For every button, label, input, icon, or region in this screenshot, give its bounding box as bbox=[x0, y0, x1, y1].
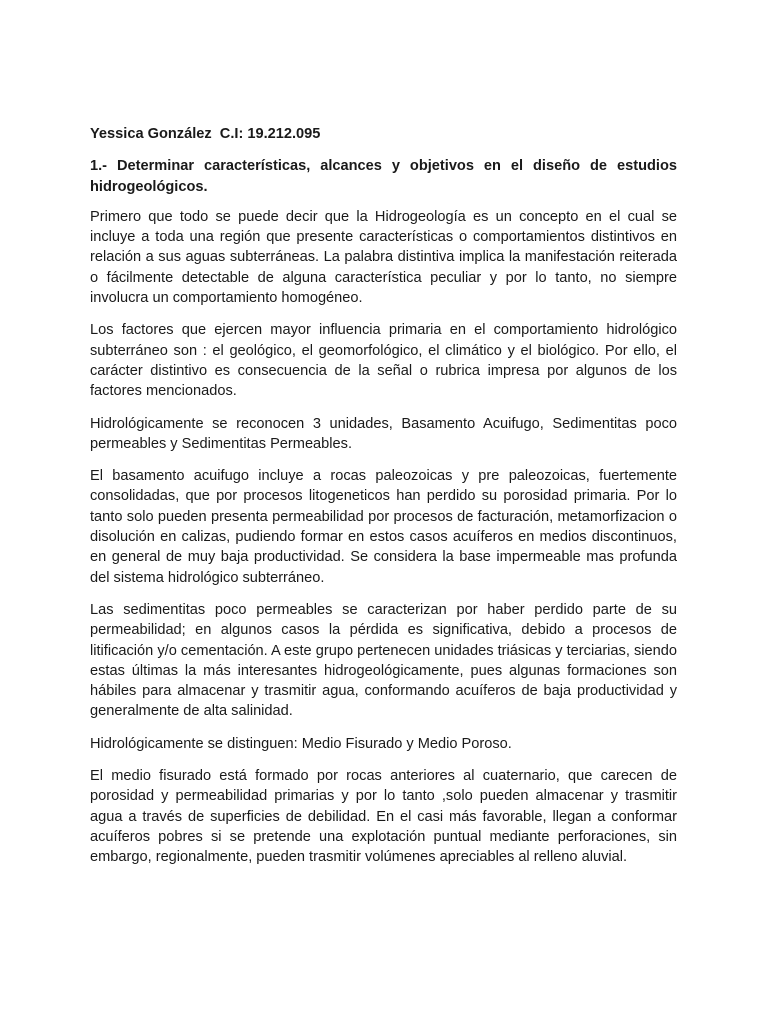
author-line: Yessica González C.I: 19.212.095 bbox=[90, 126, 321, 142]
paragraph-factors: Los factores que ejercen mayor influencia primaria en el comportamiento hidrológico subterráneo son : el geológico, el geomorfológico, el climático y el biológico. Por ello, el carácter distintivo es consecuencia de la señal o rubrica impresa por algunos de los factores mencionados. bbox=[90, 322, 677, 400]
paragraph-media: Hidrológicamente se distinguen: Medio Fisurado y Medio Poroso. bbox=[90, 735, 512, 752]
section-heading: 1.- Determinar características, alcances y objetivos en el diseño de estudios hidrogeológicos. bbox=[90, 158, 677, 195]
document-page bbox=[90, 120, 677, 880]
paragraph-basement: El basamento acuifugo incluye a rocas paleozoicas y pre paleozoicas, fuertemente consolidadas, que por procesos litogeneticos han perdido su porosidad primaria. Por lo tanto solo pueden presenta permeabilidad por procesos de facturación, metamorfizacion o disolución en calizas, pudiendo formar en estos casos acuíferos en medios discontinuos, en general de muy baja productividad. Se considera la base impermeable mas profunda del sistema hidrológico subterráneo. bbox=[90, 468, 677, 586]
paragraph-sedimentitas: Las sedimentitas poco permeables se caracterizan por haber perdido parte de su permeabilidad; en algunos casos la pérdida es significativa, debido a procesos de litificación y/o cementación. A este grupo pertenecen unidades triásicas y terciarias, siendo estas últimas la más interesantes hidrogeológicamente, pues algunas formaciones son hábiles para almacenar y trasmitir agua, conformando acuíferos de baja productividad y generalmente de alta salinidad. bbox=[90, 601, 677, 720]
paragraph-fissured: El medio fisurado está formado por rocas anteriores al cuaternario, que carecen de porosidad y permeabilidad primarias y por lo tanto ,solo pueden almacenar y trasmitir agua a través de superficies de debilidad. En el casi más favorable, llegan a conformar acuíferos pobres si se pretende una explotación puntual mediante perforaciones, sin embargo, regionalmente, pueden trasmitir volúmenes apreciables al relleno aluvial. bbox=[90, 768, 677, 866]
paragraph-units: Hidrológicamente se reconocen 3 unidades, Basamento Acuifugo, Sedimentitas poco permeables y Sedimentitas Permeables. bbox=[90, 415, 677, 452]
paragraph-intro: Primero que todo se puede decir que la Hidrogeología es un concepto en el cual se incluye a toda una región que presente características o comportamientos distintivos en relación a sus aguas subterráneas. La palabra distintiva implica la manifestación reiterada o fácilmente detectable de alguna característica peculiar y por lo tanto, no siempre involucra un comportamiento homogéneo. bbox=[90, 208, 677, 307]
